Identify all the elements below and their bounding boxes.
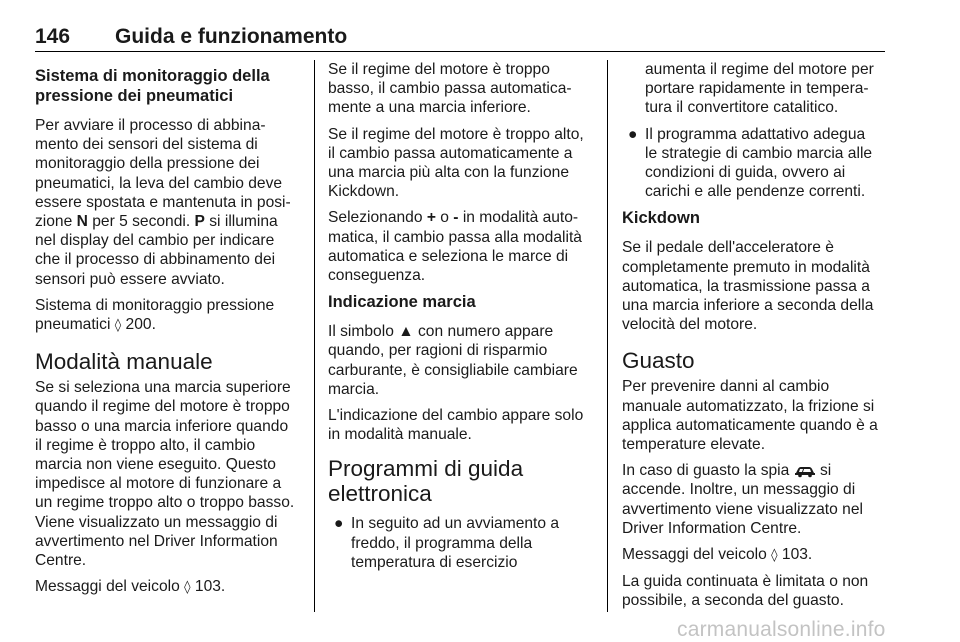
column-divider-2 xyxy=(607,60,608,612)
bullet-icon: ● xyxy=(628,125,638,143)
list-item: ● Il programma adattativo adegua le strategie di cambio marcia alle condizioni di guida, ovvero ai carichi e alle pendenze correnti. xyxy=(628,125,873,201)
gear-n-label: N xyxy=(76,213,88,231)
column-3 xyxy=(622,60,888,618)
paragraph-vehicle-messages: Messaggi del veicolo ◊ 103. xyxy=(35,578,226,596)
page-reference-icon: ◊ xyxy=(114,318,122,334)
paragraph-vehicle-messages: Messaggi del veicolo ◊ 103. xyxy=(622,546,813,564)
heading-manual-mode: Modalità manuale xyxy=(35,349,213,375)
up-triangle-icon: ▲ xyxy=(398,323,414,341)
paragraph-kickdown: Se il pedale dell'acceleratore è completamente premuto in modalità automatica, la trasmissione passa a una marcia inferiore a seconda della velocità del motore. xyxy=(622,239,874,334)
minus-symbol: - xyxy=(453,209,459,227)
bullet-icon: ● xyxy=(334,515,344,533)
page-reference-icon: ◊ xyxy=(771,548,778,564)
heading-kickdown: Kickdown xyxy=(622,209,700,228)
paragraph-clutch: Per prevenire danni al cambio manuale automatizzato, la frizione si applica automaticamente quando è a temperature elevate. xyxy=(622,378,878,454)
paragraph-low-rpm: Se il regime del motore è troppo basso, il cambio passa automatica- mente a una marcia inferiore. xyxy=(328,61,572,117)
paragraph-manual-mode: Se si seleziona una marcia superiore quando il regime del motore è troppo basso o una marcia inferiore quando il regime è troppo alto, il cambio marcia non viene eseguito. Questo impedisce al motore di funzionare a un regime troppo alto o troppo basso. Viene visualizzato un messaggio di avvertimento nel Driver Information Centre. xyxy=(35,379,295,570)
car-warning-icon xyxy=(794,464,816,478)
page-reference-link[interactable]: 103. xyxy=(781,546,813,564)
header-divider xyxy=(35,51,885,52)
list-item: ● In seguito ad un avviamento a freddo, il programma della temperatura di esercizio xyxy=(334,515,560,571)
paragraph-tpms-pairing: Per avviare il processo di abbina- mento dei sensori del sistema di monitoraggio della pressione dei pneumatici, la leva del cambio deve essere spostata e mantenuta in posi- zione N per 5 secondi. P si illumina nel display del cambio per indicare che il processo di abbinamento dei sensori può essere avviato. xyxy=(35,117,291,288)
paragraph-warning-light: In caso di guasto la spia si accende. Inoltre, un messaggio di avvertimento viene visualizzato nel Driver Information Centre. xyxy=(622,462,863,537)
paragraph-plus-minus: Selezionando + o - in modalità auto- matica, il cambio passa alla modalità automatica e seleziona le marce di conseguenza. xyxy=(328,209,582,285)
column-divider-1 xyxy=(314,60,315,612)
list-item-continued: aumenta il regime del motore per portare rapidamente in tempera- tura il convertitore catalitico. xyxy=(645,61,874,117)
page-reference-link[interactable]: 103. xyxy=(194,578,226,596)
paragraph-high-rpm: Se il regime del motore è troppo alto, il cambio passa automaticamente a una marcia più alta con la funzione Kickdown. xyxy=(328,125,584,201)
page-number: 146 xyxy=(35,25,71,48)
paragraph-gear-symbol: Il simbolo ▲ con numero appare quando, per ragioni di risparmio carburante, è consigliabile cambiare marcia. xyxy=(328,323,578,398)
column-2 xyxy=(328,60,594,579)
page-reference-link[interactable]: 200. xyxy=(125,316,156,334)
page-reference-icon: ◊ xyxy=(184,580,191,596)
column-1 xyxy=(35,60,300,604)
heading-gear-indication: Indicazione marcia xyxy=(328,293,476,312)
gear-p-label: P xyxy=(194,213,205,231)
paragraph-tpms-ref: Sistema di monitoraggio pressione pneumatici ◊ 200. xyxy=(35,296,275,334)
watermark: carmanualsonline.info xyxy=(677,618,886,641)
heading-electronic-programs: Programmi di guida elettronica xyxy=(328,456,524,507)
plus-symbol: + xyxy=(426,209,436,227)
running-title: Guida e funzionamento xyxy=(115,25,348,48)
paragraph-manual-only: L'indicazione del cambio appare solo in modalità manuale. xyxy=(328,407,584,444)
heading-tpms: Sistema di monitoraggio della pressione dei pneumatici xyxy=(35,67,270,105)
page-header xyxy=(35,25,885,51)
paragraph-continued-driving: La guida continuata è limitata o non possibile, a seconda del guasto. xyxy=(622,573,869,610)
heading-fault: Guasto xyxy=(622,348,695,374)
